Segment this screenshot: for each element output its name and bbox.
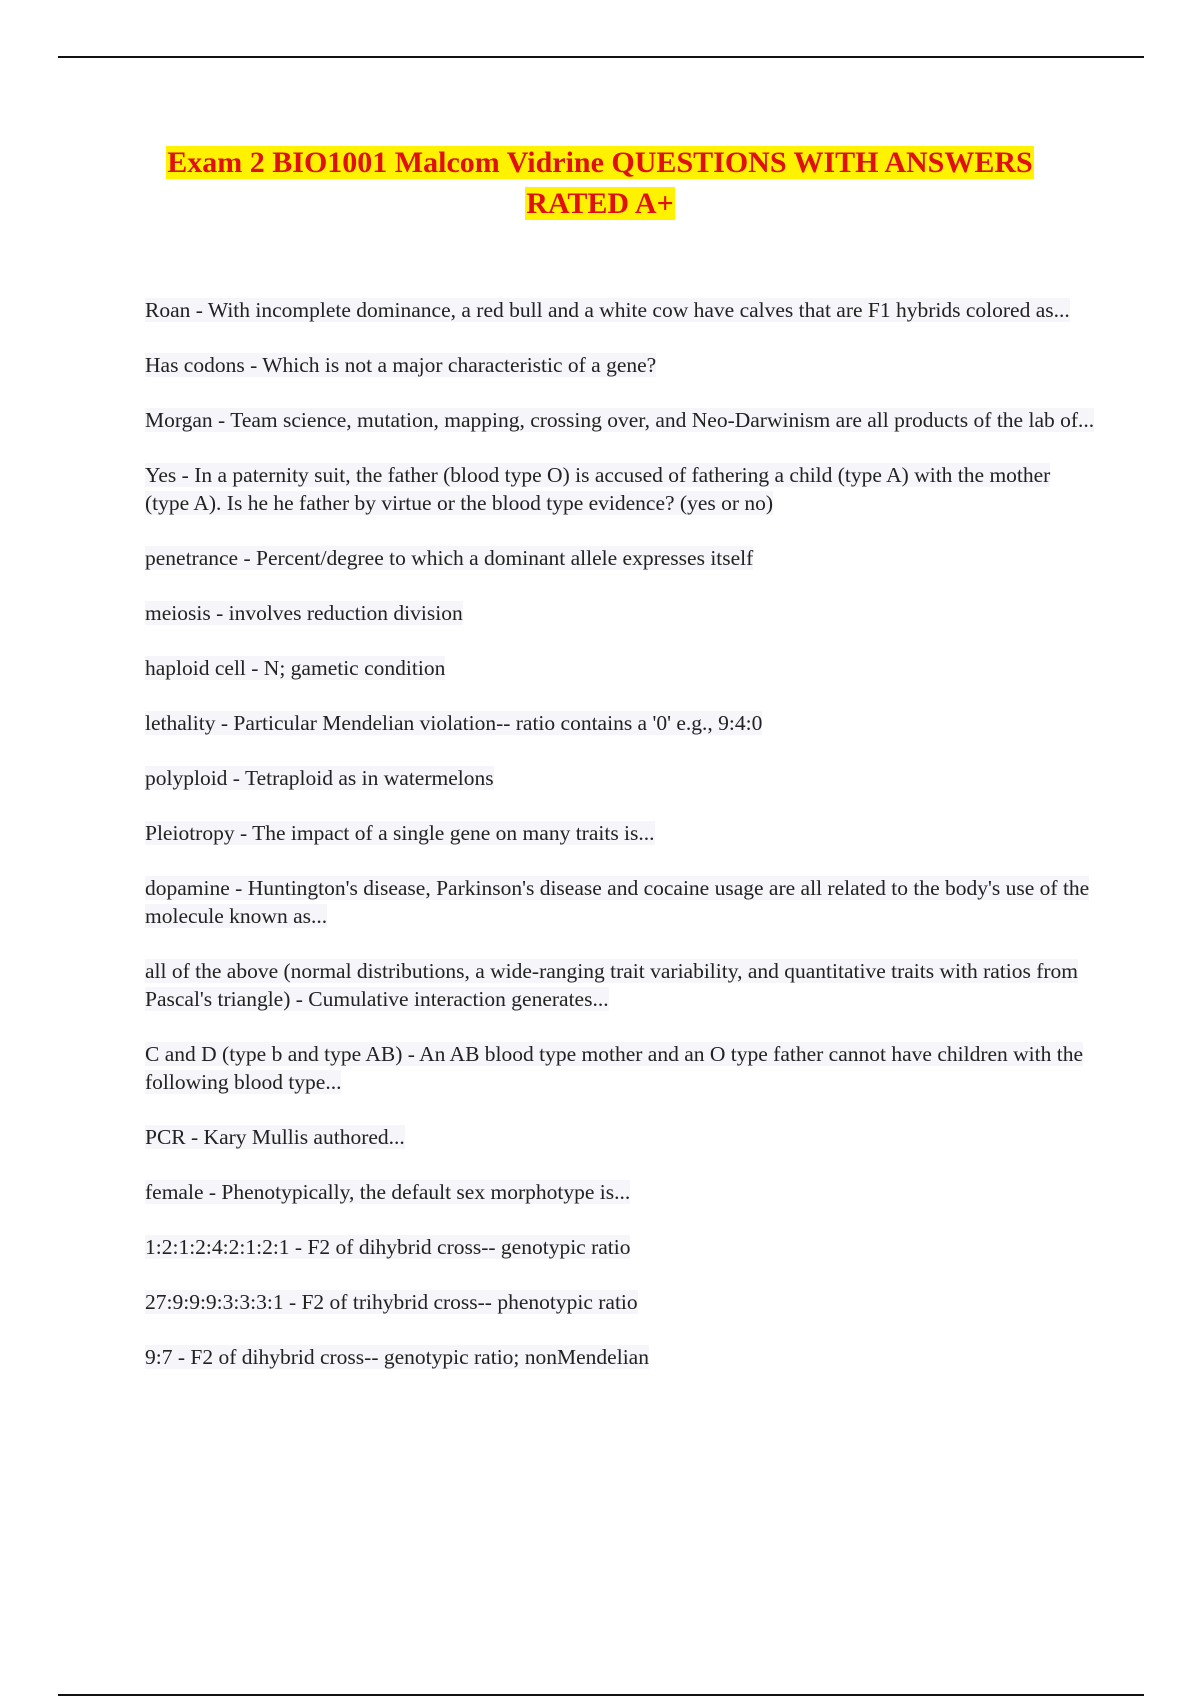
qa-text: PCR - Kary Mullis authored... [145, 1125, 405, 1149]
qa-item [145, 1233, 1095, 1261]
qa-text: Morgan - Team science, mutation, mapping, crossing over, and Neo-Darwinism are all products of the lab of... [145, 408, 1095, 432]
qa-item [145, 1288, 1095, 1316]
qa-item [145, 874, 1095, 930]
qa-item [145, 351, 1095, 379]
title-line-1: Exam 2 BIO1001 Malcom Vidrine QUESTIONS WITH ANSWERS [167, 146, 1033, 179]
qa-text: haploid cell - N; gametic condition [145, 656, 446, 680]
qa-item [145, 1178, 1095, 1206]
qa-text: Pleiotropy - The impact of a single gene on many traits is... [145, 821, 655, 845]
qa-text: Roan - With incomplete dominance, a red bull and a white cow have calves that are F1 hybrids colored as... [145, 298, 1070, 322]
qa-item [145, 544, 1095, 572]
qa-item [145, 957, 1095, 1013]
qa-text: lethality - Particular Mendelian violation-- ratio contains a '0' e.g., 9:4:0 [145, 711, 763, 735]
qa-item [145, 461, 1095, 517]
qa-text: 27:9:9:9:3:3:3:1 - F2 of trihybrid cross-- phenotypic ratio [145, 1290, 638, 1314]
qa-text: polyploid - Tetraploid as in watermelons [145, 766, 494, 790]
page-title [100, 142, 1100, 224]
qa-text: penetrance - Percent/degree to which a dominant allele expresses itself [145, 546, 754, 570]
qa-text: female - Phenotypically, the default sex morphotype is... [145, 1180, 631, 1204]
qa-text: 9:7 - F2 of dihybrid cross-- genotypic ratio; nonMendelian [145, 1345, 649, 1369]
bottom-rule [58, 1694, 1144, 1696]
qa-text: meiosis - involves reduction division [145, 601, 463, 625]
qa-text: C and D (type b and type AB) - An AB blood type mother and an O type father cannot have children with the following blood type... [145, 1042, 1084, 1094]
qa-item [145, 406, 1095, 434]
qa-text: Has codons - Which is not a major characteristic of a gene? [145, 353, 657, 377]
qa-item [145, 599, 1095, 627]
qa-text: 1:2:1:2:4:2:1:2:1 - F2 of dihybrid cross-- genotypic ratio [145, 1235, 631, 1259]
qa-item [145, 654, 1095, 682]
qa-text: all of the above (normal distributions, a wide-ranging trait variability, and quantitative traits with ratios from Pascal's triangle) - Cumulative interaction generates... [145, 959, 1079, 1011]
qa-item [145, 819, 1095, 847]
qa-list [145, 296, 1095, 1398]
top-rule [58, 56, 1144, 58]
qa-item [145, 1040, 1095, 1096]
qa-item [145, 764, 1095, 792]
title-line-2: RATED A+ [526, 187, 674, 220]
qa-item [145, 1343, 1095, 1371]
qa-item [145, 709, 1095, 737]
qa-text: Yes - In a paternity suit, the father (blood type O) is accused of fathering a child (type A) with the mother (type A). Is he he father by virtue or the blood type evidence? (yes or no) [145, 463, 1051, 515]
qa-text: dopamine - Huntington's disease, Parkinson's disease and cocaine usage are all related to the body's use of the molecule known as... [145, 876, 1090, 928]
qa-item [145, 1123, 1095, 1151]
qa-item [145, 296, 1095, 324]
